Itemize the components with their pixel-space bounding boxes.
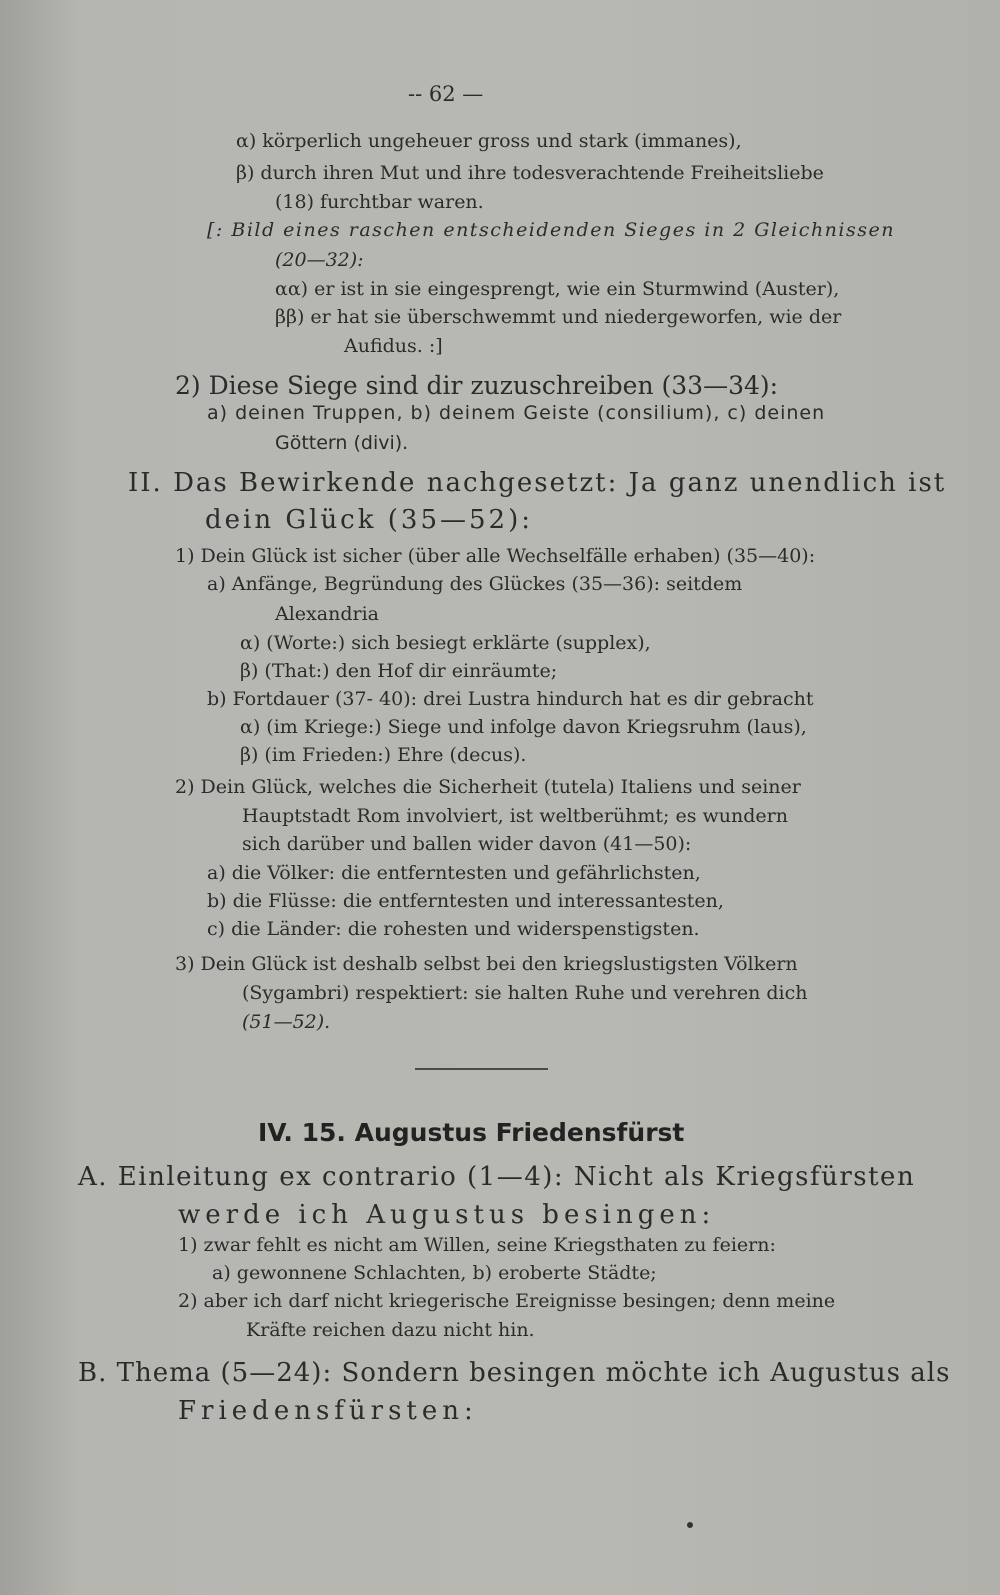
line-text: II. Das Bewirkende nachgesetzt: Ja ganz unendlich ist (128, 468, 947, 498)
line-text: a) deinen Truppen, b) deinem Geiste (consilium), c) deinen (207, 402, 826, 424)
text-line (236, 132, 742, 151)
line-text: α) körperlich ungeheuer gross und stark (immanes), (236, 130, 742, 152)
page-number: -- 62 — (408, 82, 484, 106)
line-text: (Sygambri) respektiert: sie halten Ruhe und verehren dich (242, 982, 808, 1004)
text-line (242, 835, 691, 854)
text-line (240, 634, 651, 653)
text-line (78, 1164, 915, 1190)
line-text: (18) furchtbar waren. (275, 191, 484, 213)
text-line (205, 507, 533, 533)
line-text: B. Thema (5—24): Sondern besingen möchte ich Augustus als (78, 1358, 951, 1388)
text-line (175, 547, 815, 566)
ink-speck (687, 1522, 693, 1528)
text-line (242, 1013, 330, 1032)
line-text: [: Bild eines raschen entscheidenden Sieges in 2 Gleichnissen (207, 219, 895, 241)
text-line (178, 1202, 715, 1228)
line-text: (20—32): (275, 249, 364, 271)
line-text: β) (That:) den Hof dir einräumte; (240, 660, 558, 682)
text-line (207, 864, 701, 883)
text-line (175, 373, 778, 398)
line-text: sich darüber und ballen wider davon (41—50): (242, 833, 692, 855)
line-text: c) die Länder: die rohesten und widerspenstigsten. (207, 918, 700, 940)
line-text: 3) Dein Glück ist deshalb selbst bei den kriegslustigsten Völkern (175, 953, 798, 975)
text-line (212, 1264, 657, 1283)
text-line (236, 164, 824, 183)
line-text: a) die Völker: die entferntesten und gefährlichsten, (207, 862, 701, 884)
line-text: αα) er ist in sie eingesprengt, wie ein Sturmwind (Auster), (275, 278, 840, 300)
line-text: β) (im Frieden:) Ehre (decus). (240, 744, 527, 766)
line-text: ββ) er hat sie überschwemmt und niedergeworfen, wie der (275, 306, 842, 328)
line-text: a) gewonnene Schlachten, b) eroberte Städte; (212, 1262, 657, 1284)
line-text: dein Glück (35—52): (205, 505, 533, 535)
text-line (178, 1292, 835, 1311)
line-text: 2) Dein Glück, welches die Sicherheit (tutela) Italiens und seiner (175, 776, 801, 798)
line-text: b) Fortdauer (37- 40): drei Lustra hindurch hat es dir gebracht (207, 688, 814, 710)
text-line (275, 308, 841, 327)
text-line (242, 807, 788, 826)
line-text: Alexandria (275, 603, 379, 625)
text-line (175, 778, 801, 797)
text-line (178, 1398, 478, 1424)
line-text: werde ich Augustus besingen: (178, 1200, 716, 1230)
text-line (175, 955, 798, 974)
line-text: Hauptstadt Rom involviert, ist weltberühmt; es wundern (242, 805, 788, 827)
text-line (242, 984, 807, 1003)
text-line (207, 404, 825, 423)
text-line (207, 920, 700, 939)
line-text: b) die Flüsse: die entferntesten und interessantesten, (207, 890, 724, 912)
text-line (207, 690, 813, 709)
text-line (246, 1321, 535, 1340)
text-line (275, 193, 484, 212)
line-text: 1) Dein Glück ist sicher (über alle Wechselfälle erhaben) (35—40): (175, 545, 816, 567)
line-text: Friedensfürsten: (178, 1396, 478, 1426)
line-text: A. Einleitung ex contrario (1—4): Nicht als Kriegsfürsten (78, 1162, 916, 1192)
section-heading: IV. 15. Augustus Friedensfürst (258, 1118, 685, 1147)
line-text: (51—52). (242, 1011, 331, 1033)
line-text: 1) zwar fehlt es nicht am Willen, seine Kriegsthaten zu feiern: (178, 1234, 776, 1256)
line-text: Aufidus. :] (344, 335, 443, 357)
line-text: Göttern (divi). (275, 432, 409, 454)
line-text: a) Anfänge, Begründung des Glückes (35—36): seitdem (207, 573, 743, 595)
text-line (344, 337, 443, 356)
text-line (178, 1236, 776, 1255)
text-line (128, 470, 946, 496)
line-text: β) durch ihren Mut und ihre todesverachtende Freiheitsliebe (236, 162, 824, 184)
line-text: Kräfte reichen dazu nicht hin. (246, 1319, 535, 1341)
section-divider (415, 1068, 548, 1070)
line-text: α) (im Kriege:) Siege und infolge davon Kriegsruhm (laus), (240, 716, 807, 738)
text-line (275, 434, 408, 453)
text-line (275, 280, 839, 299)
text-line (207, 575, 742, 594)
text-line (240, 662, 557, 681)
text-line (240, 718, 807, 737)
text-line (275, 251, 364, 270)
text-line (78, 1360, 950, 1386)
text-line (207, 221, 895, 240)
line-text: 2) Diese Siege sind dir zuzuschreiben (33—34): (175, 371, 779, 400)
line-text: α) (Worte:) sich besiegt erklärte (supplex), (240, 632, 651, 654)
text-line (207, 892, 724, 911)
line-text: 2) aber ich darf nicht kriegerische Ereignisse besingen; denn meine (178, 1290, 836, 1312)
text-line (240, 746, 526, 765)
text-line (275, 605, 379, 624)
